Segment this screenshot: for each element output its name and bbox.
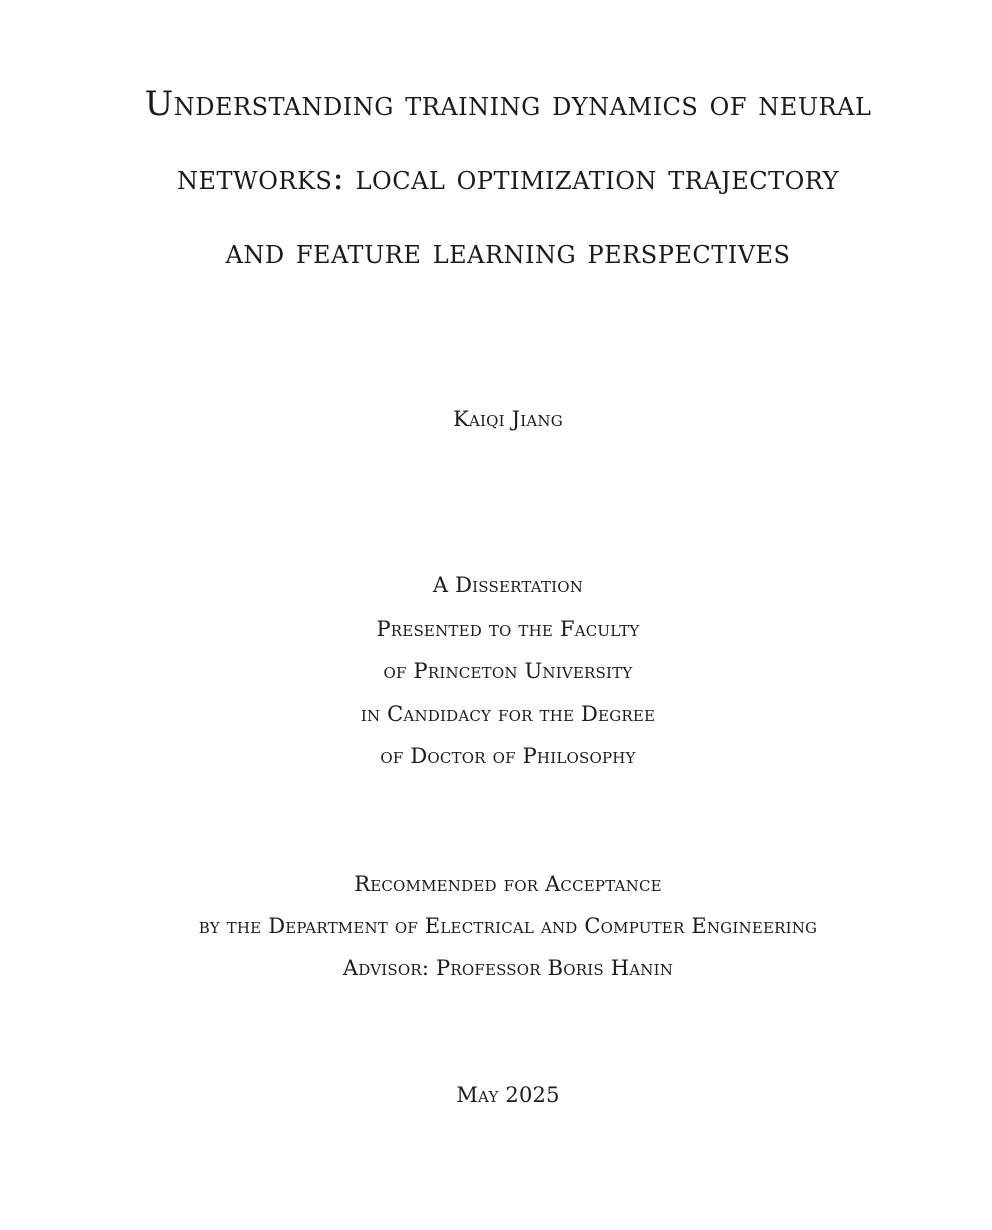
submission-date: May 2025 xyxy=(456,1083,560,1107)
dissertation-line-1: A Dissertation xyxy=(432,573,584,597)
dissertation-line-3: of Princeton University xyxy=(383,659,633,683)
author-name: Kaiqi Jiang xyxy=(453,407,563,431)
dissertation-line-2: Presented to the Faculty xyxy=(376,617,640,641)
dissertation-line-5: of Doctor of Philosophy xyxy=(380,744,636,768)
advisor-line: Advisor: Professor Boris Hanin xyxy=(342,956,674,980)
recommendation-line-2: by the Department of Electrical and Computer Engineering xyxy=(198,914,818,938)
title-line-2: networks: local optimization trajectory xyxy=(177,158,839,198)
recommendation-line-1: Recommended for Acceptance xyxy=(354,872,662,896)
dissertation-line-4: in Candidacy for the Degree xyxy=(360,702,656,726)
title-line-1: Understanding training dynamics of neural xyxy=(144,84,872,124)
title-line-3: and feature learning perspectives xyxy=(225,232,791,272)
